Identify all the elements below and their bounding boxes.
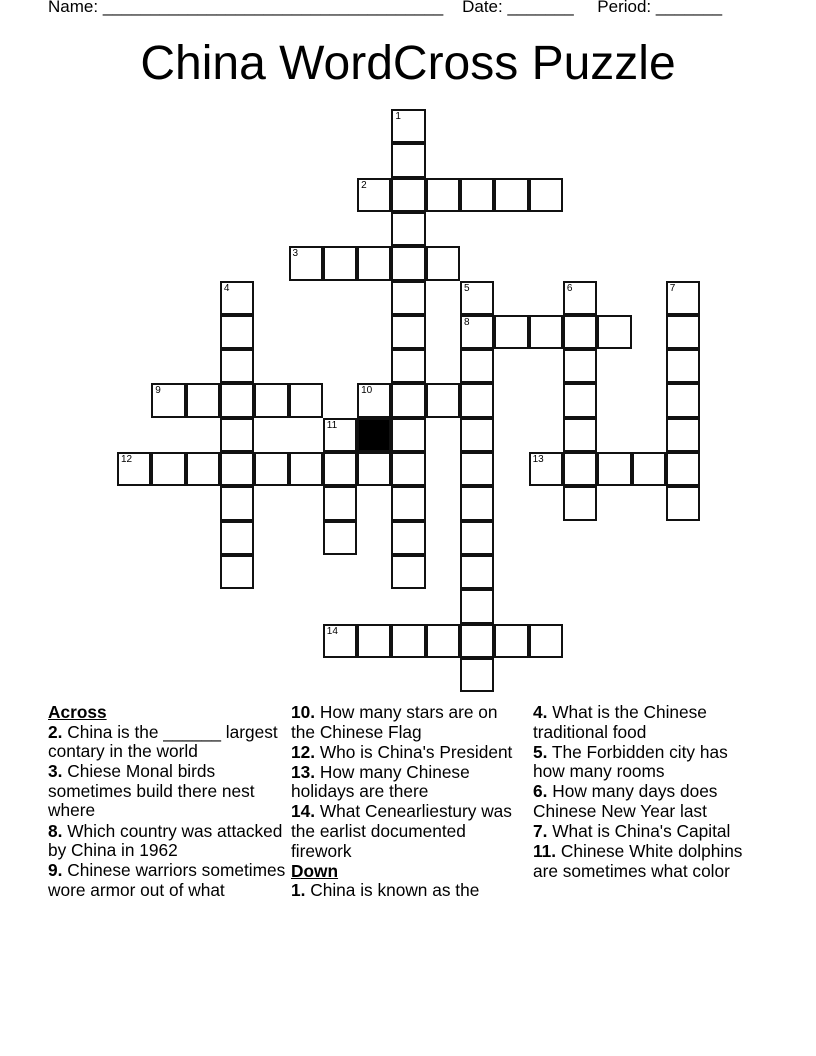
clue-number: 11. xyxy=(533,841,557,862)
clue-across-8 xyxy=(48,822,288,861)
clue-number: 14. xyxy=(291,801,316,822)
grid-cell[interactable] xyxy=(460,383,494,417)
grid-cell[interactable] xyxy=(186,452,220,486)
grid-cell[interactable] xyxy=(220,452,254,486)
clue-number-label: 8 xyxy=(464,316,470,328)
grid-cell[interactable] xyxy=(289,452,323,486)
grid-cell[interactable] xyxy=(220,418,254,452)
clue-number-label: 4 xyxy=(223,282,230,294)
grid-cell[interactable] xyxy=(494,624,528,658)
clue-text: The Forbidden city has how many rooms xyxy=(533,741,728,782)
clue-down-6 xyxy=(533,782,753,821)
grid-cell[interactable] xyxy=(220,555,254,589)
clue-text: Which country was attacked by China in 1962 xyxy=(48,820,283,861)
clue-number: 4. xyxy=(533,702,548,722)
period-field[interactable]: _______ xyxy=(655,0,723,16)
clue-across-9 xyxy=(48,861,288,900)
grid-cell[interactable] xyxy=(151,383,185,417)
grid-cell[interactable] xyxy=(391,143,425,177)
page-title: China WordCross Puzzle xyxy=(140,37,676,90)
grid-cell[interactable] xyxy=(426,624,460,658)
grid-cell[interactable] xyxy=(323,624,357,658)
grid-cell[interactable] xyxy=(460,281,494,315)
grid-cell[interactable] xyxy=(460,589,494,623)
grid-cell[interactable] xyxy=(460,178,494,212)
grid-cell[interactable] xyxy=(323,521,357,555)
grid-cell[interactable] xyxy=(494,178,528,212)
grid-cell[interactable] xyxy=(460,486,494,520)
name-field[interactable]: ____________________________________ xyxy=(102,0,444,16)
clue-across-10 xyxy=(291,703,516,742)
clue-down-5 xyxy=(533,743,753,782)
grid-cell[interactable] xyxy=(563,418,597,452)
grid-cell[interactable] xyxy=(254,383,288,417)
clue-down-1 xyxy=(291,881,516,901)
grid-cell[interactable] xyxy=(666,315,700,349)
grid-cell[interactable] xyxy=(323,246,357,280)
grid-cell[interactable] xyxy=(460,521,494,555)
grid-cell[interactable] xyxy=(391,178,425,212)
clue-number-label: 14 xyxy=(326,625,338,637)
grid-cell[interactable] xyxy=(391,212,425,246)
clue-number-label: 7 xyxy=(669,282,676,294)
grid-cell[interactable] xyxy=(529,624,563,658)
clue-text: What Cenearliestury was the earlist documented firework xyxy=(291,801,512,861)
grid-cell[interactable] xyxy=(563,349,597,383)
clue-number: 3. xyxy=(48,761,63,782)
grid-cell[interactable] xyxy=(186,383,220,417)
clue-number: 13. xyxy=(291,761,316,782)
grid-cell[interactable] xyxy=(357,624,391,658)
clue-text: Chinese warriors sometimes wore armor out of what xyxy=(48,860,286,900)
clue-number-label: 11 xyxy=(326,419,338,431)
grid-cell[interactable] xyxy=(666,349,700,383)
grid-cell[interactable] xyxy=(460,624,494,658)
clue-across-3 xyxy=(48,762,288,821)
down-heading: Down xyxy=(291,860,339,881)
grid-cell[interactable] xyxy=(460,349,494,383)
clue-number: 1. xyxy=(291,880,306,901)
grid-cell[interactable] xyxy=(460,418,494,452)
date-field[interactable]: _______ xyxy=(507,0,574,16)
grid-cell[interactable] xyxy=(289,383,323,417)
grid-cell[interactable] xyxy=(391,383,425,417)
clue-number-label: 10 xyxy=(361,385,373,397)
clue-text: What is China's Capital xyxy=(552,821,731,842)
grid-cell[interactable] xyxy=(151,452,185,486)
grid-cell[interactable] xyxy=(666,486,700,520)
clue-text: What is the Chinese traditional food xyxy=(533,702,707,742)
grid-cell[interactable] xyxy=(357,452,391,486)
grid-cell[interactable] xyxy=(289,246,323,280)
grid-cell[interactable] xyxy=(220,486,254,520)
grid-cell[interactable] xyxy=(666,418,700,452)
grid-cell[interactable] xyxy=(357,383,391,417)
grid-cell[interactable] xyxy=(597,452,631,486)
grid-cell[interactable] xyxy=(460,658,494,692)
clue-across-12 xyxy=(291,743,516,763)
clue-number: 7. xyxy=(533,821,548,842)
date-label: Date: xyxy=(462,0,503,16)
grid-cell[interactable] xyxy=(426,246,460,280)
clue-number: 9. xyxy=(48,860,63,881)
clues-column-3 xyxy=(533,703,753,882)
clue-number: 2. xyxy=(48,721,63,742)
clue-text: How many Chinese holidays are there xyxy=(291,761,470,802)
grid-cell[interactable] xyxy=(391,555,425,589)
clue-down-7 xyxy=(533,822,753,842)
grid-cell[interactable] xyxy=(666,281,700,315)
clue-number: 8. xyxy=(48,820,63,841)
clue-number-label: 2 xyxy=(361,179,367,191)
grid-cell[interactable] xyxy=(357,246,391,280)
clue-text: Chiese Monal birds sometimes build there nest where xyxy=(48,761,255,821)
clue-number: 12. xyxy=(291,741,316,762)
grid-cell[interactable] xyxy=(391,624,425,658)
clue-down-4 xyxy=(533,703,753,742)
grid-cell[interactable] xyxy=(391,281,425,315)
clue-text: Chinese White dolphins are sometimes what color xyxy=(533,841,743,881)
grid-cell[interactable] xyxy=(117,452,151,486)
grid-cell[interactable] xyxy=(391,349,425,383)
clues-column-1 xyxy=(48,703,288,901)
grid-cell[interactable] xyxy=(563,281,597,315)
clue-number: 5. xyxy=(533,741,548,762)
grid-cell[interactable] xyxy=(563,452,597,486)
clue-number-label: 5 xyxy=(464,282,470,294)
grid-cell[interactable] xyxy=(426,178,460,212)
clue-text: China is known as the xyxy=(310,880,480,901)
grid-cell[interactable] xyxy=(563,315,597,349)
clue-across-14 xyxy=(291,802,516,861)
clue-number: 10. xyxy=(291,702,316,722)
black-cell xyxy=(357,418,391,452)
name-label: Name: xyxy=(48,0,99,16)
clue-text: How many stars are on the Chinese Flag xyxy=(291,702,498,742)
grid-cell[interactable] xyxy=(529,452,563,486)
clue-number-label: 6 xyxy=(566,282,573,294)
grid-cell[interactable] xyxy=(220,521,254,555)
grid-cell[interactable] xyxy=(323,486,357,520)
grid-cell[interactable] xyxy=(563,486,597,520)
grid-cell[interactable] xyxy=(426,383,460,417)
clue-number: 6. xyxy=(533,781,548,802)
grid-cell[interactable] xyxy=(391,521,425,555)
grid-cell[interactable] xyxy=(391,452,425,486)
clue-across-13 xyxy=(291,763,516,802)
clue-down-11 xyxy=(533,842,753,881)
grid-cell[interactable] xyxy=(666,383,700,417)
grid-cell[interactable] xyxy=(460,452,494,486)
grid-cell[interactable] xyxy=(529,178,563,212)
grid-cell[interactable] xyxy=(391,109,425,143)
clues-column-2 xyxy=(291,703,516,901)
grid-cell[interactable] xyxy=(494,315,528,349)
clue-text: China is the ______ largest contary in the world xyxy=(48,721,278,762)
clue-number-label: 12 xyxy=(121,454,133,465)
grid-cell[interactable] xyxy=(220,281,254,315)
clue-number-label: 9 xyxy=(155,385,161,397)
across-heading: Across xyxy=(48,702,107,722)
clue-text: How many days does Chinese New Year last xyxy=(533,781,718,821)
grid-cell[interactable] xyxy=(666,452,700,486)
grid-cell[interactable] xyxy=(254,452,288,486)
grid-cell[interactable] xyxy=(632,452,666,486)
grid-cell[interactable] xyxy=(597,315,631,349)
grid-cell[interactable] xyxy=(529,315,563,349)
clue-text: Who is China's President xyxy=(319,741,513,762)
clue-number-label: 13 xyxy=(532,454,544,465)
period-label: Period: xyxy=(597,0,652,16)
grid-cell[interactable] xyxy=(323,418,357,452)
clue-number-label: 1 xyxy=(395,111,401,122)
grid-cell[interactable] xyxy=(391,315,425,349)
grid-cell[interactable] xyxy=(323,452,357,486)
grid-cell[interactable] xyxy=(460,315,494,349)
grid-cell[interactable] xyxy=(220,349,254,383)
grid-cell[interactable] xyxy=(391,246,425,280)
grid-cell[interactable] xyxy=(357,178,391,212)
grid-cell[interactable] xyxy=(391,418,425,452)
grid-cell[interactable] xyxy=(460,555,494,589)
grid-cell[interactable] xyxy=(563,383,597,417)
grid-cell[interactable] xyxy=(220,383,254,417)
clue-number-label: 3 xyxy=(292,248,299,260)
grid-cell[interactable] xyxy=(391,486,425,520)
clue-across-2 xyxy=(48,723,288,762)
grid-cell[interactable] xyxy=(220,315,254,349)
